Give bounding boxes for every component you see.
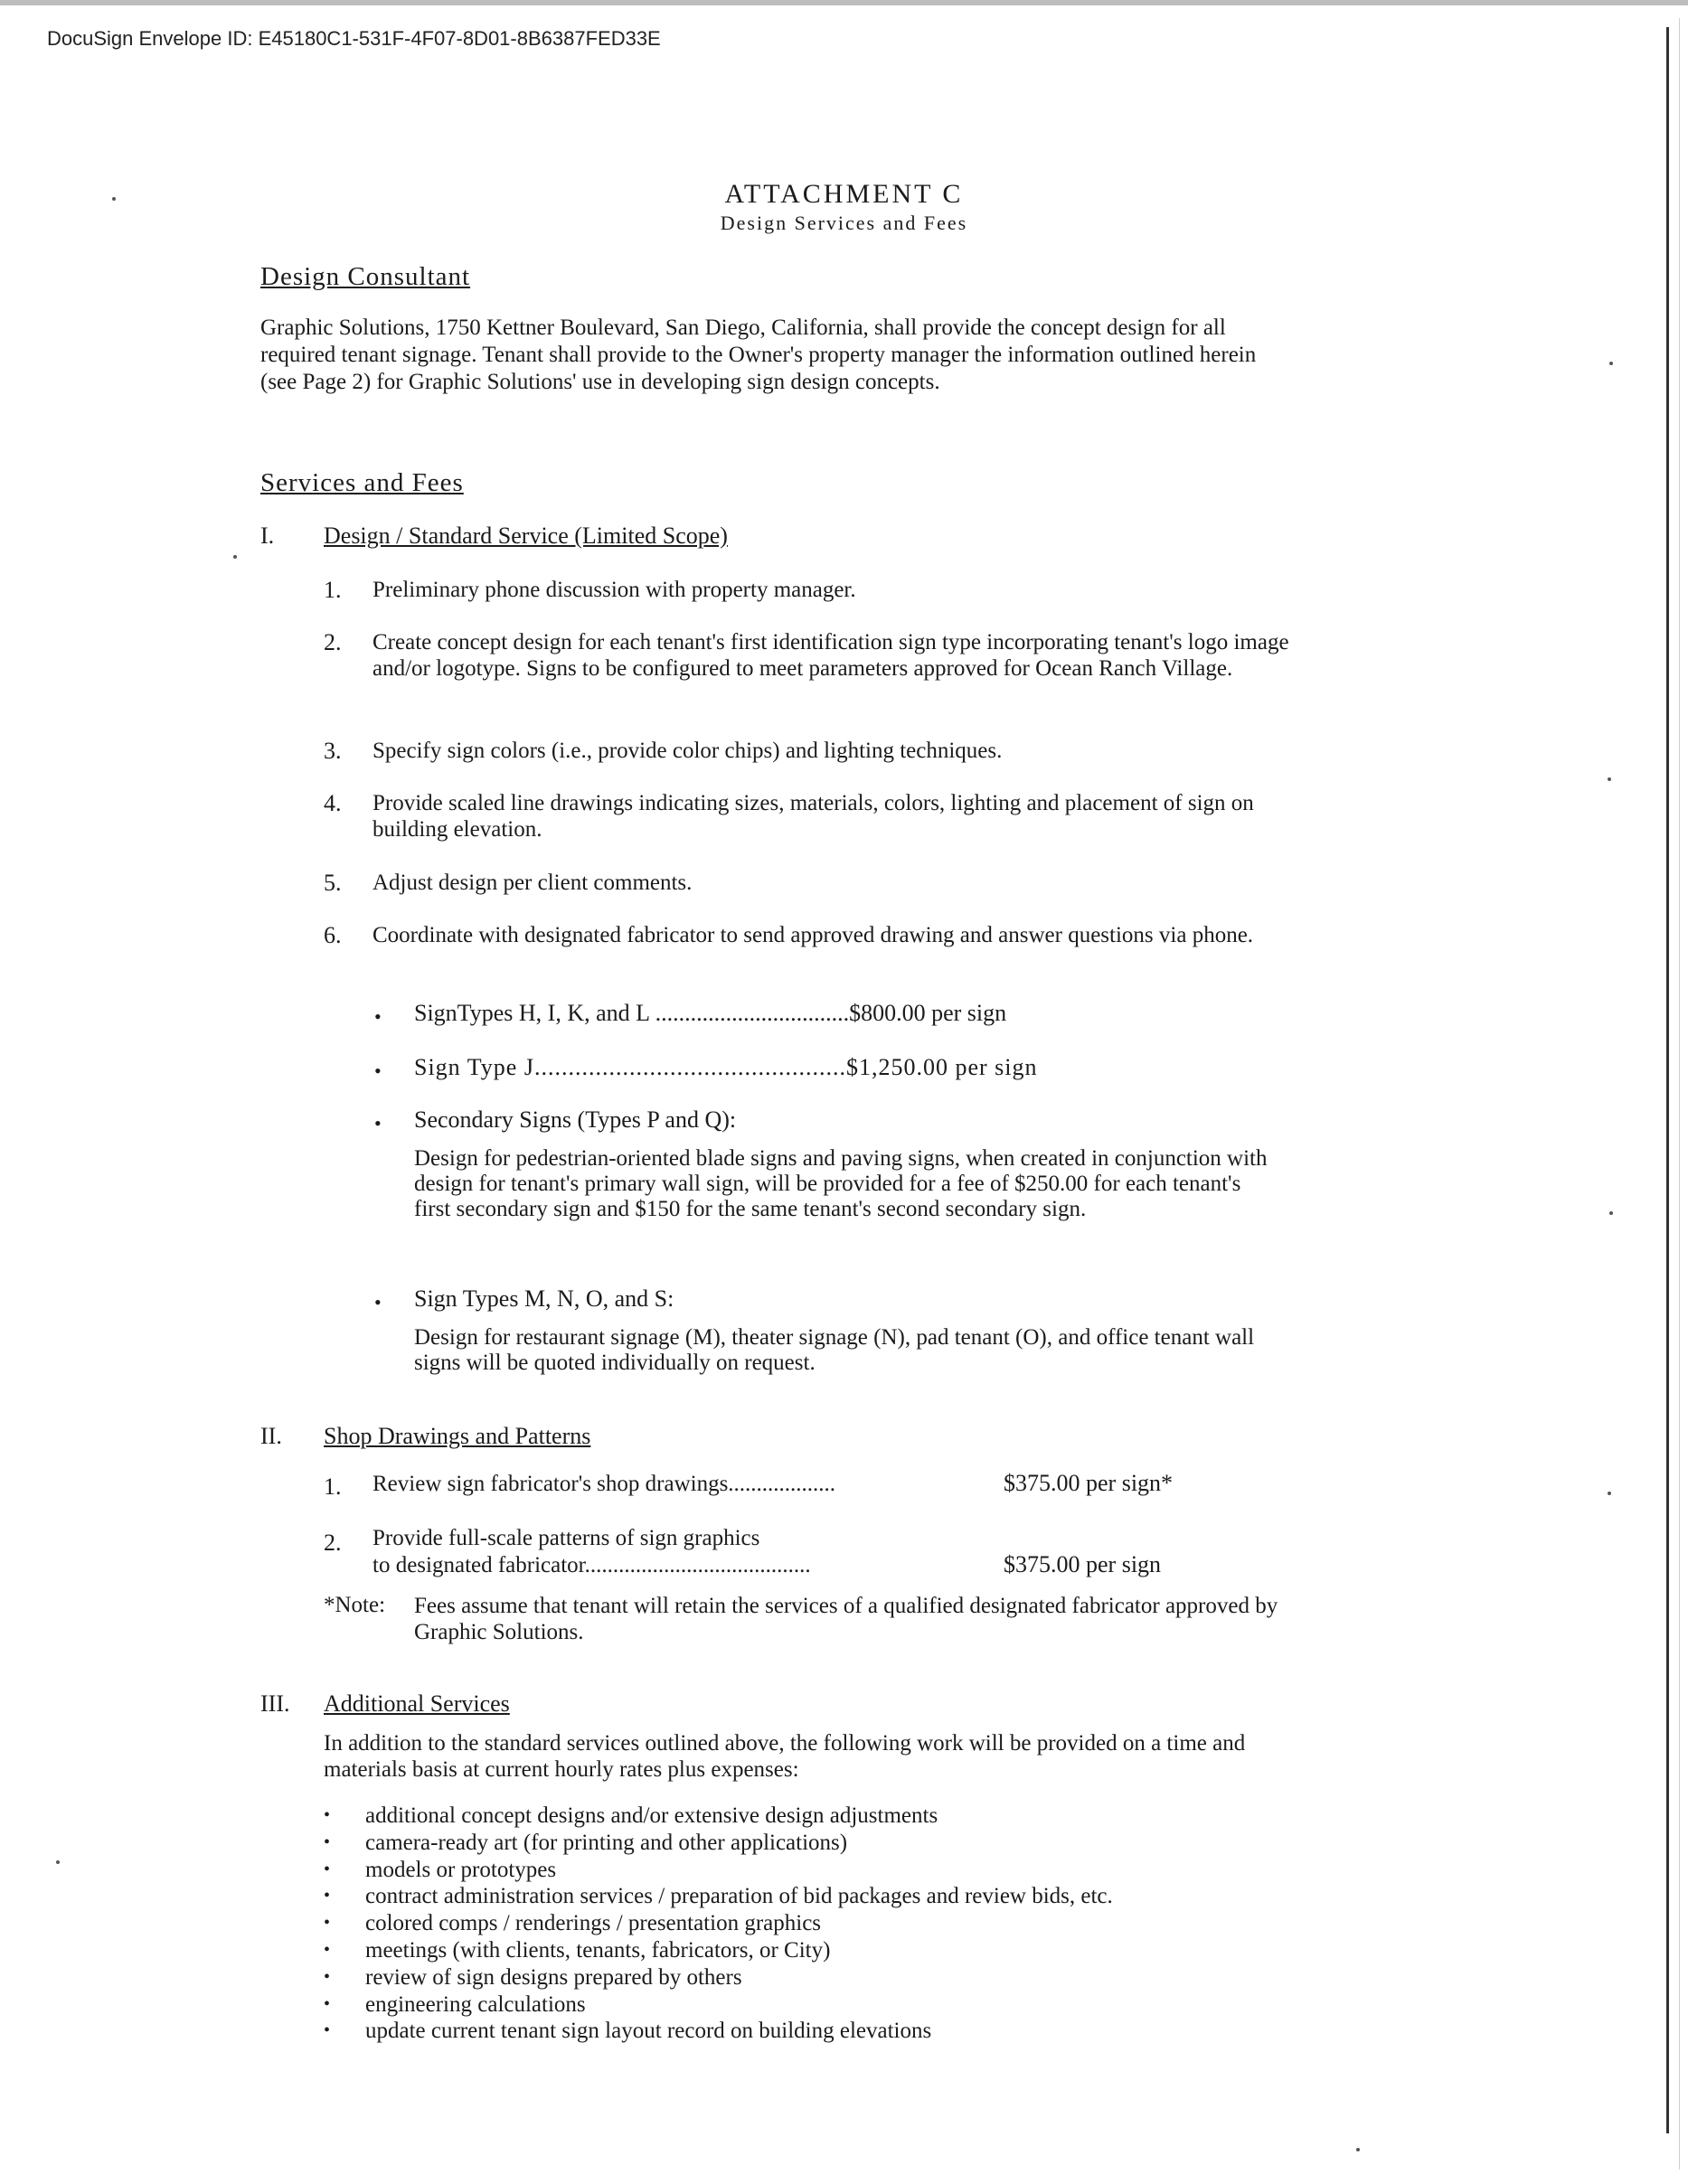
list-item: • models or prototypes (324, 1857, 557, 1882)
item-number: 2. (324, 1530, 342, 1556)
fee-line-sign-type-j: Sign Type J..............................................$1,250.00 per sign (414, 1054, 1038, 1080)
section-1-item: Coordinate with designated fabricator to send approved drawing and answer questions via phone. (372, 923, 1254, 947)
bullet-dot: • (324, 1966, 331, 1987)
bullet-dot: • (374, 1005, 382, 1028)
section-1-title: Design / Standard Service (Limited Scope) (324, 522, 728, 549)
item-number: 1. (324, 577, 342, 603)
scan-speck (1608, 777, 1611, 781)
list-item: • additional concept designs and/or extensive design adjustments (324, 1803, 938, 1828)
list-item: • review of sign designs prepared by others (324, 1964, 742, 1990)
attachment-title: ATTACHMENT C (724, 179, 964, 209)
list-item: • meetings (with clients, tenants, fabricators, or City) (324, 1937, 831, 1963)
section-2-numeral: II. (260, 1423, 282, 1449)
item-number: 5. (324, 870, 342, 896)
scan-right-margin-line (1666, 27, 1669, 2133)
scan-speck (233, 555, 237, 559)
section-3-numeral: III. (260, 1690, 290, 1717)
patterns-fee: $375.00 per sign (1004, 1551, 1162, 1577)
sign-types-mnos-detail: Design for restaurant signage (M), theater signage (N), pad tenant (O), and office tenant wall signs will be quoted individually on request. (414, 1325, 1255, 1375)
bullet-dot: • (324, 2020, 331, 2041)
bullet-dot: • (324, 1831, 331, 1852)
item-number: 3. (324, 738, 342, 764)
bullet-dot: • (324, 1859, 331, 1879)
section-1-item: Provide scaled line drawings indicating sizes, materials, colors, lighting and placement of sign on building elevation. (372, 791, 1254, 842)
bullet-dot: • (374, 1059, 382, 1082)
shop-drawing-review-fee: $375.00 per sign* (1004, 1470, 1174, 1496)
scan-speck (1609, 362, 1613, 365)
services-fees-heading: Services and Fees (260, 468, 464, 497)
scan-top-border (0, 0, 1688, 5)
scan-speck (56, 1860, 60, 1864)
additional-services-list (324, 1803, 1113, 2045)
bullet-dot: • (324, 1993, 331, 2014)
envelope-id: DocuSign Envelope ID: E45180C1-531F-4F07-8D01-8B6387FED33E (47, 27, 661, 50)
secondary-signs-label: Secondary Signs (Types P and Q): (414, 1106, 737, 1133)
secondary-signs-detail: Design for pedestrian-oriented blade signs and paving signs, when created in conjunction with design for tenant's primary wall sign, will be provided for a fee of $250.00 for each tenant's first secondary sign and $150 for the same tenant's second secondary sign. (414, 1146, 1268, 1221)
item-number: 2. (324, 629, 342, 655)
design-consultant-heading: Design Consultant (260, 262, 471, 291)
shop-drawing-review-line: Review sign fabricator's shop drawings................... (372, 1472, 836, 1496)
note-text: Fees assume that tenant will retain the services of a qualified designated fabricator approved by Graphic Solutions. (414, 1594, 1278, 1644)
bullet-dot: • (324, 1913, 331, 1934)
section-3-title: Additional Services (324, 1690, 510, 1717)
section-1-numeral: I. (260, 522, 275, 549)
section-1-item: Create concept design for each tenant's first identification sign type incorporating tenant's logo image and/or logotype. Signs to be configured to meet parameters approved for Ocean Ranch Village. (372, 630, 1289, 681)
item-number: 1. (324, 1473, 342, 1500)
scan-right-edge-line (1679, 18, 1680, 2170)
bullet-dot: • (324, 1939, 331, 1960)
scan-speck (1609, 1211, 1613, 1215)
item-number: 6. (324, 922, 342, 948)
fee-line-sign-types-hikl: SignTypes H, I, K, and L .................................$800.00 per sign (414, 1000, 1007, 1026)
patterns-line-1: Provide full-scale patterns of sign graphics (372, 1526, 760, 1550)
design-consultant-paragraph: Graphic Solutions, 1750 Kettner Boulevard, San Diego, California, shall provide the concept design for all required tenant signage. Tenant shall provide to the Owner's property manager the information outlined herein (see Page 2) for Graphic Solutions' use in developing sign design concepts. (260, 315, 1257, 394)
sign-types-mnos-label: Sign Types M, N, O, and S: (414, 1285, 674, 1312)
list-item: • contract administration services / preparation of bid packages and review bids, etc. (324, 1884, 1113, 1909)
item-number: 4. (324, 790, 342, 816)
scan-speck (1608, 1492, 1611, 1495)
scan-speck (1356, 2148, 1360, 2151)
bullet-dot: • (374, 1291, 382, 1313)
note-label: *Note: (324, 1593, 386, 1617)
list-item: • engineering calculations (324, 1991, 586, 2017)
bullet-dot: • (324, 1886, 331, 1906)
list-item: • update current tenant sign layout record on building elevations (324, 2019, 932, 2044)
bullet-dot: • (374, 1112, 382, 1134)
list-item: • camera-ready art (for printing and other applications) (324, 1830, 848, 1855)
section-1-item: Specify sign colors (i.e., provide color chips) and lighting techniques. (372, 739, 1003, 763)
section-2-title: Shop Drawings and Patterns (324, 1423, 591, 1449)
patterns-line-2: to designated fabricator........................................ (372, 1553, 811, 1577)
section-1-item: Preliminary phone discussion with property manager. (372, 578, 856, 602)
additional-services-intro: In addition to the standard services outlined above, the following work will be provided on a time and materials basis at current hourly rates plus expenses: (324, 1731, 1246, 1782)
attachment-subtitle: Design Services and Fees (720, 212, 968, 234)
list-item: • colored comps / renderings / presentation graphics (324, 1911, 822, 1936)
bullet-dot: • (324, 1805, 331, 1825)
section-1-item: Adjust design per client comments. (372, 871, 693, 895)
